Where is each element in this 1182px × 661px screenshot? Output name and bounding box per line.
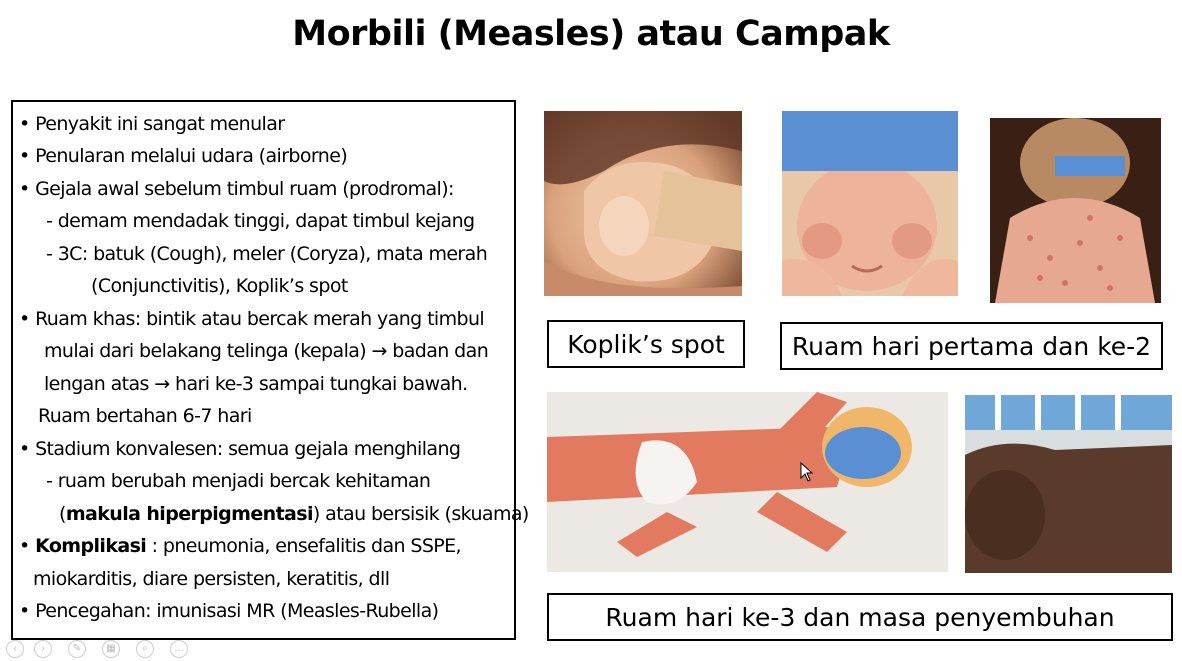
child-torso-rash-photo [990,118,1161,303]
censor-bar [782,111,958,171]
bullet-3-sub-3: (Conjunctivitis), Koplik’s spot [91,275,348,297]
bullet-4-line-4: Ruam bertahan 6-7 hari [38,405,252,427]
bullet-3-sub-1: - demam mendadak tinggi, dapat timbul kejang [46,210,475,232]
more-icon[interactable]: … [170,640,188,658]
bullet-5-sub-1: - ruam berubah menjadi bercak kehitaman [46,470,431,492]
censor-bar [1055,156,1125,176]
caption-rash-day-3-healing: Ruam hari ke-3 dan masa penyembuhan [547,593,1173,641]
child-lying-rash-photo [547,392,948,572]
back-icon[interactable]: ‹ [6,640,24,658]
slide-title: Morbili (Measles) atau Campak [292,14,890,54]
censor-bar [825,427,901,479]
mouse-cursor-icon [800,462,814,482]
baby-face-rash-photo [782,111,958,296]
pen-icon[interactable]: ✎ [68,640,86,658]
caption-koplik-spot: Koplik’s spot [547,320,745,368]
healing-stage-photo [965,395,1172,573]
bullet-7: • Pencegahan: imunisasi MR (Measles-Rubella) [19,600,439,622]
forward-icon[interactable]: › [34,640,52,658]
bullet-6-line-2: miokarditis, diare persisten, keratitis, dll [33,568,390,590]
bullet-list-box [11,100,529,640]
bullet-1: • Penyakit ini sangat menular [19,113,285,135]
koplik-spot-photo [544,111,742,296]
bullet-4-line-3: lengan atas → hari ke-3 sampai tungkai bawah. [44,373,468,395]
bullet-6: • Komplikasi : pneumonia, ensefalitis dan SSPE, [19,535,461,557]
slides-icon[interactable]: ▦ [102,640,120,658]
bullet-3-sub-2: - 3C: batuk (Cough), meler (Coryza), mata merah [46,243,488,265]
bullet-5: • Stadium konvalesen: semua gejala menghilang [19,438,461,460]
bullet-3: • Gejala awal sebelum timbul ruam (prodromal): [19,178,454,200]
bullet-5-sub-2: (makula hiperpigmentasi) atau bersisik (skuama) [59,503,529,525]
caption-rash-day-1-2: Ruam hari pertama dan ke-2 [780,322,1163,370]
bullet-2: • Penularan melalui udara (airborne) [19,145,348,167]
zoom-icon[interactable]: ⌕ [136,640,154,658]
bullet-4: • Ruam khas: bintik atau bercak merah yang timbul [19,308,485,330]
bullet-4-line-2: mulai dari belakang telinga (kepala) → badan dan [44,340,489,362]
